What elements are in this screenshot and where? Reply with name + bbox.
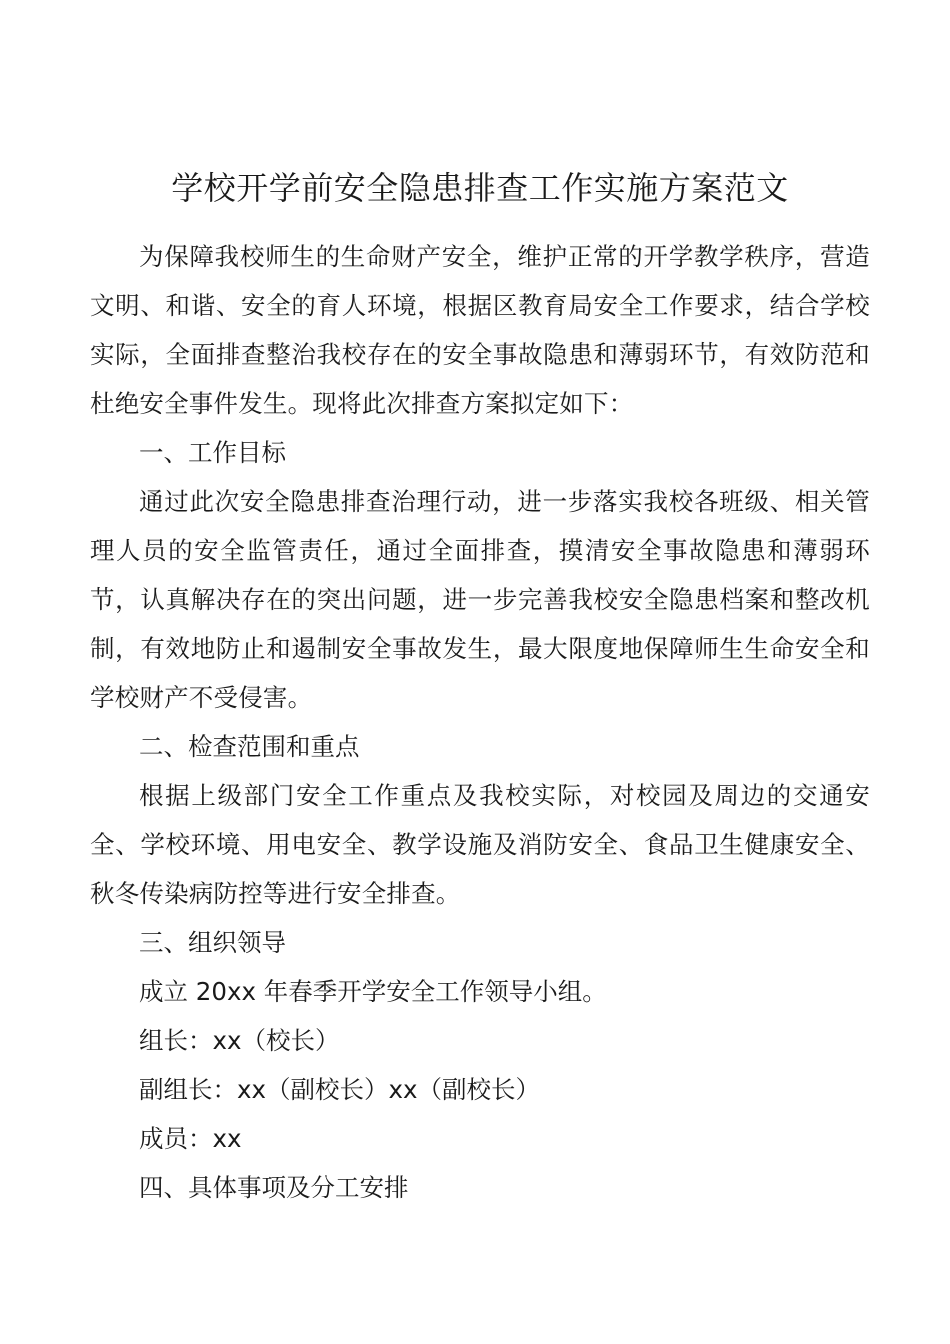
intro-paragraph: 为保障我校师生的生命财产安全，维护正常的开学教学秩序，营造文明、和谐、安全的育人环境，根据区教育局安全工作要求，结合学校实际，全面排查整治我校存在的安全事故隐患和薄弱环节，有效防范和杜绝安全事件发生。现将此次排查方案拟定如下： [90,242,870,418]
scope-paragraph: 根据上级部门安全工作重点及我校实际，对校园及周边的交通安全、学校环境、用电安全、教学设施及消防安全、食品卫生健康安全、秋冬传染病防控等进行安全排查。 [90,781,870,908]
section-heading-leadership: 三、组织领导 [139,928,286,957]
leader-line: 组长：xx（校长） [139,1026,340,1055]
leadership-group-line: 成立 20xx 年春季开学安全工作领导小组。 [139,977,607,1006]
section-heading-tasks: 四、具体事项及分工安排 [139,1173,409,1202]
goals-paragraph: 通过此次安全隐患排查治理行动，进一步落实我校各班级、相关管理人员的安全监管责任，通过全面排查，摸清安全事故隐患和薄弱环节，认真解决存在的突出问题，进一步完善我校安全隐患档案和整改机制，有效地防止和遏制安全事故发生，最大限度地保障师生生命安全和学校财产不受侵害。 [90,487,870,712]
members-line: 成员：xx [139,1124,242,1153]
document-title: 学校开学前安全隐患排查工作实施方案范文 [171,169,789,207]
section-heading-goals: 一、工作目标 [139,438,286,467]
deputy-leader-line: 副组长：xx（副校长）xx（副校长） [139,1075,540,1104]
section-heading-scope: 二、检查范围和重点 [139,732,360,761]
document-page [90,168,870,1212]
